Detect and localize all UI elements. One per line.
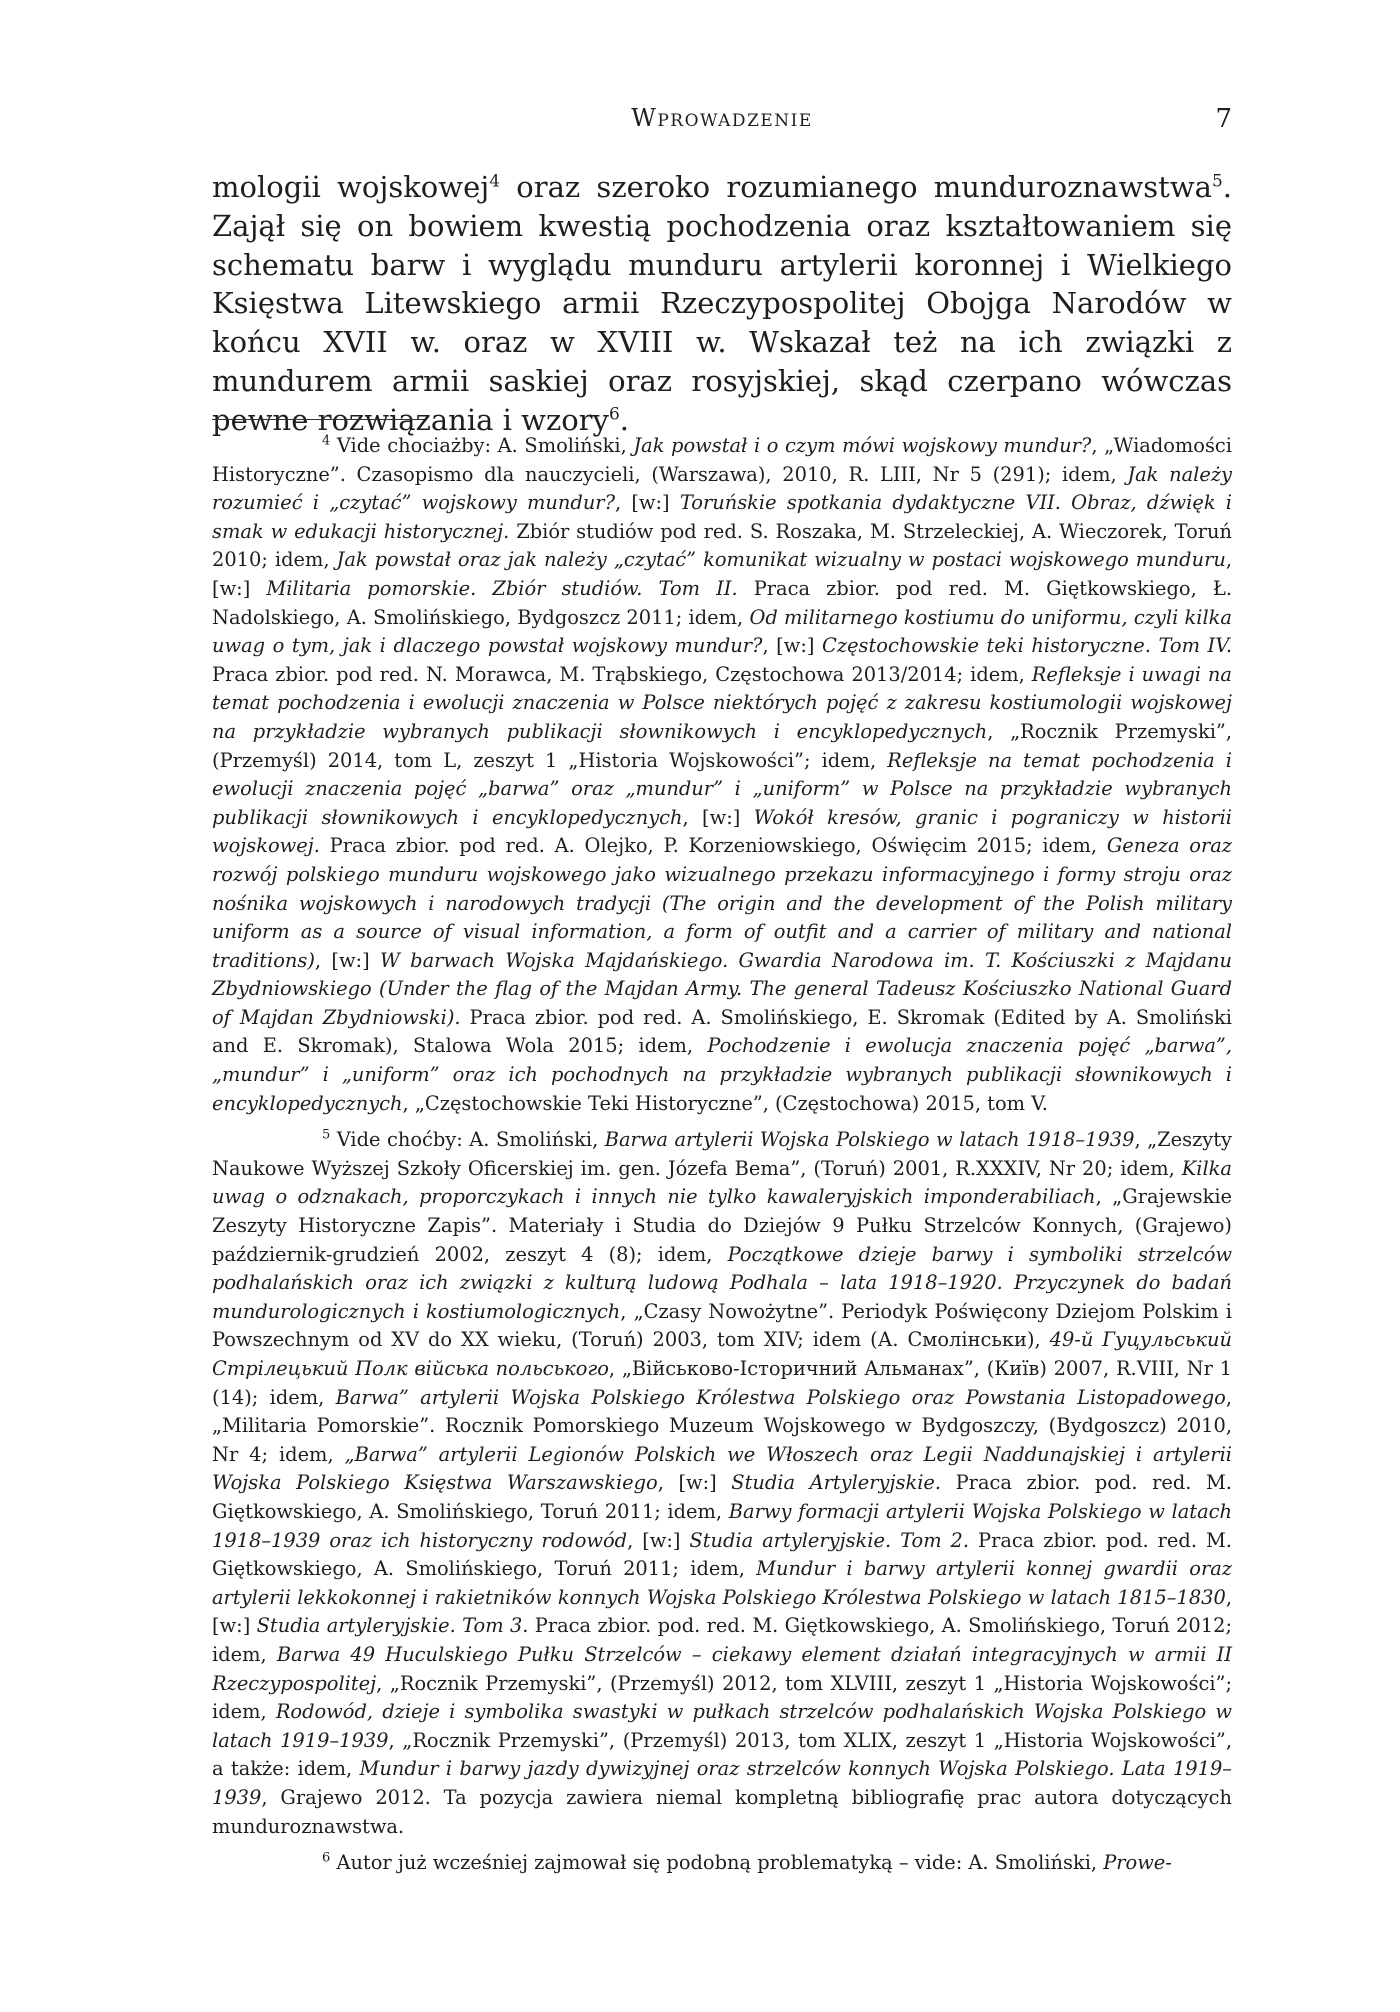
footnote-title-text: Początkowe dzieje barwy i symboliki strzelców podhalańskich oraz ich związki z kulturą ludową Podhala – lata 1918–1920. Przyczynek do badań mundurologicznych i kostiumologicznych (212, 1242, 1232, 1323)
footnote-text: Vide chociażby: A. Smoliński, (330, 434, 634, 457)
footnote-text: Zbiór studiów pod red. S. Roszaka, M. Strzeleckiej, A. Wieczorek, Toruń 2010; idem, (212, 519, 1232, 572)
footnote-text: , [w:] (614, 491, 680, 515)
footnote-title-text: Refleksje i uwagi na temat pochodzenia i ewolucji znaczenia w Polsce niektórych pojęć z zakresu kostiumologii wojskowej na przykładzie wybranych publikacji słownikowych i encyklopedycznych (212, 662, 1232, 743)
body-text-segment: . Zajął się on bowiem kwestią pochodzenia oraz kształtowaniem się schematu barw i wyglądu munduru artylerii koronnej i Wielkiego Księstwa Litewskiego armii Rzeczypospolitej Obojga Narodów w końcu XVII w. oraz w XVIII w. Wskazał też na ich związki z mundurem armii saskiej oraz rosyjskiej, skąd czerpano wówczas pewne rozwiązania i wzory (212, 170, 1232, 437)
body-text-segment: . (619, 402, 629, 437)
footnote-title-text: 49-й Гуцульський Стрілецький Полк війська польського (212, 1328, 1232, 1380)
footnote-text: , [w:] (627, 1528, 690, 1552)
footnote-text: , „Czasy Nowożytne”. Periodyk Poświęcony Dziejom Polskim i Powszechnym od XV do XX wieku, (Toruń) 2003, tom XIV; idem (А. Смолінськи), (212, 1299, 1232, 1352)
footnote-title-text: Jak należy rozumieć i „czytać” wojskowy mundur? (212, 462, 1232, 515)
footnote-title-text: Jak powstał oraz jak należy „czytać” komunikat wizualny w postaci wojskowego munduru (336, 548, 1226, 572)
footnote-5 (212, 1126, 1232, 1841)
footnote-text: , [w:] (762, 634, 823, 658)
footnote-text: , [w:] (212, 1585, 1232, 1638)
page-number: 7 (1215, 104, 1232, 134)
footnote-text: , „Rocznik Przemyski”, (Przemyśl) 2014, tom L, zeszyt 1 „Historia Wojskowości”; idem, (212, 719, 1232, 772)
body-text-segment: oraz szeroko rozumianego munduroznawstwa (500, 170, 1212, 204)
footnote-title-text: Militaria pomorskie. Zbiór studiów. Tom II. (266, 576, 738, 600)
footnote-text: , „Rocznik Przemyski”, (Przemyśl) 2012, tom XLVIII, zeszyt 1 „Historia Wojskowości”; idem, (212, 1671, 1232, 1724)
footnote-title-text: Od militarnego kostiumu do uniformu, czyli kilka uwag o tym, jak i dlaczego powstał wojskowy mundur? (212, 605, 1232, 658)
footnote-title-text: Częstochowskie teki historyczne. Tom IV. (822, 634, 1232, 658)
footnote-text: Vide choćby: A. Smoliński, (330, 1128, 605, 1152)
footnote-title-text: Barwy formacji artylerii Wojska Polskiego w latach 1918–1939 oraz ich historyczny rodowód (212, 1499, 1232, 1552)
footnotes-section (212, 432, 1232, 1886)
footnote-title-text: Mundur i barwy artylerii konnej gwardii oraz artylerii lekkokonnej i rakietników konnych Wojska Polskiego Królestwa Polskiego w latach 1815–1830 (212, 1557, 1232, 1609)
footnote-title-text: Barwa artylerii Wojska Polskiego w latach 1918–1939 (604, 1128, 1135, 1152)
running-header (212, 104, 1232, 144)
footnote-text: , „Zeszyty Naukowe Wyższej Szkoły Oficerskiej im. gen. Józefa Bema”, (Toruń) 2001, R.XXXIV, Nr 20; idem, (212, 1128, 1233, 1180)
footnote-title-text: „Barwa” artylerii Legionów Polskich we Włoszech oraz Legii Naddunajskiej i artylerii Wojska Polskiego Księstwa Warszawskiego (212, 1442, 1232, 1495)
footnote-title-text: Geneza oraz rozwój polskiego munduru wojskowego jako wizualnego przekazu informacyjnego i formy stroju oraz nośnika wojskowych i narodowych tradycji (The origin and the development of the Polish military uniform as a source of visual information, a form of outfit and a carrier of military and national traditions) (212, 834, 1232, 972)
footnote-text: Praca zbior. pod. red. M. Giętkowskiego, A. Smolińskiego, Toruń 2011; idem, (212, 1528, 1232, 1581)
footnote-text: , „Częstochowskie Teki Historyczne”, (Częstochowa) 2015, tom V. (402, 1091, 1048, 1115)
footnote-text: Praca zbior. pod. red. M. Giętkowskiego, A. Smolińskiego, Toruń 2012; idem, (212, 1614, 1232, 1666)
footnote-separator (212, 419, 424, 420)
footnote-text: , „Grajewskie Zeszyty Historyczne Zapis”. Materiały i Studia do Dziejów 9 Pułku Strzelców Konnych, (Grajewo) październik-grudzień 2002, zeszyt 4 (8); idem, (212, 1185, 1233, 1266)
footnote-title-text: Jak powstał i o czym mówi wojskowy mundur? (633, 434, 1092, 457)
main-text (212, 168, 1232, 440)
footnote-number: 6 (322, 1850, 331, 1866)
body-text-segment: mologii wojskowej (212, 170, 490, 204)
footnote-title-text: Rodowód, dzieje i symbolika swastyki w pułkach strzelców podhalańskich Wojska Polskiego w latach 1919–1939 (212, 1700, 1232, 1752)
footnote-title-text: Studia artyleryjskie. Tom 3. (256, 1614, 529, 1638)
footnote-title-text: Kilka uwag o odznakach, proporczykach i innych nie tylko kawaleryjskich imponderabiliach (212, 1156, 1232, 1209)
footnote-text: , Grajewo 2012. Ta pozycja zawiera niemal kompletną bibliografię prac autora dotyczących munduroznawstwa. (212, 1785, 1232, 1838)
footnote-text: Praca zbior. pod. red. M. Giętkowskiego, A. Smolińskiego, Toruń 2011; idem, (212, 1471, 1232, 1523)
footnote-text: , „Militaria Pomorskie”. Rocznik Pomorskiego Muzeum Wojskowego w Bydgoszczy, (Bydgoszcz) 2010, Nr 4; idem, (212, 1385, 1232, 1466)
footnote-text: Praca zbior. pod red. A. Smolińskiego, E. Skromak (Edited by A. Smoliński and E. Skromak), Stalowa Wola 2015; idem, (212, 1005, 1232, 1058)
footnote-text: Praca zbior. pod red. N. Morawca, M. Trąbskiego, Częstochowa 2013/2014; idem, (212, 662, 1032, 686)
footnote-title-text: W barwach Wojska Majdańskiego. Gwardia Narodowa im. T. Kościuszki z Majdanu Zbydniowskiego (Under the flag of the Majdan Army. The general Tadeusz Kościuszko National Guard of Majdan Zbydniowski). (212, 948, 1232, 1029)
footnote-reference[interactable]: 4 (489, 171, 501, 192)
footnote-4 (212, 432, 1232, 1118)
footnote-6 (212, 1849, 1232, 1878)
footnote-title-text: Prowe- (1103, 1851, 1172, 1875)
footnote-title-text: Studia Artyleryjskie. (731, 1471, 942, 1495)
footnote-text: , „Військово-Історичний Альманах”, (Київ) 2007, R.VIII, Nr 1 (14); idem, (212, 1357, 1232, 1409)
footnote-title-text: Refleksje na temat pochodzenia i ewolucji znaczenia pojęć „barwa” oraz „mundur” i „uniform” w Polsce na przykładzie wybranych publikacji słownikowych i encyklopedycznych (212, 748, 1232, 829)
footnote-title-text: Barwa” artylerii Wojska Polskiego Królestwa Polskiego oraz Powstania Listopadowego (335, 1385, 1226, 1409)
footnote-title-text: Studia artyleryjskie. Tom 2. (689, 1528, 970, 1552)
footnote-title-text: Pochodzenie i ewolucja znaczenia pojęć „barwa”, „mundur” i „uniform” oraz ich pochodnych na przykładzie wybranych publikacji słownikowych i encyklopedycznych (212, 1034, 1232, 1115)
footnote-text: , „Rocznik Przemyski”, (Przemyśl) 2013, tom XLIX, zeszyt 1 „Historia Wojskowości”, a także: idem, (212, 1728, 1232, 1781)
running-title: Wprowadzenie (631, 104, 813, 132)
footnote-reference[interactable]: 5 (1211, 171, 1223, 192)
footnote-text: , [w:] (212, 548, 1232, 600)
footnote-text: , [w:] (682, 805, 754, 829)
footnote-text: , [w:] (314, 948, 380, 972)
footnote-number: 4 (322, 433, 331, 449)
footnote-number: 5 (322, 1127, 331, 1143)
footnote-title-text: Barwa 49 Huculskiego Pułku Strzelców – ciekawy element działań integracyjnych w armii II Rzeczypospolitej (212, 1642, 1232, 1695)
footnote-title-text: Toruńskie spotkania dydaktyczne VII. Obraz, dźwięk i smak w edukacji historycznej. (212, 491, 1232, 543)
body-paragraph (212, 168, 1232, 440)
footnote-text: Praca zbior. pod red. A. Olejko, P. Korzeniowskiego, Oświęcim 2015; idem, (319, 834, 1107, 858)
footnote-title-text: Wokół kresów, granic i pograniczy w historii wojskowej. (212, 805, 1232, 858)
footnote-reference[interactable]: 6 (608, 404, 620, 425)
footnote-title-text: Mundur i barwy jazdy dywizyjnej oraz strzelców konnych Wojska Polskiego. Lata 1919–1939 (212, 1757, 1232, 1809)
footnote-text: Autor już wcześniej zajmował się podobną problematyką – vide: A. Smoliński, (330, 1851, 1104, 1875)
footnote-text: , „Wiadomości Historyczne”. Czasopismo dla nauczycieli, (Warszawa), 2010, R. LIII, Nr 5 (291); idem, (212, 434, 1232, 486)
footnote-text: , [w:] (657, 1471, 732, 1495)
footnote-text: Praca zbior. pod red. M. Giętkowskiego, Ł. Nadolskiego, A. Smolińskiego, Bydgoszcz 2011; idem, (212, 576, 1232, 629)
